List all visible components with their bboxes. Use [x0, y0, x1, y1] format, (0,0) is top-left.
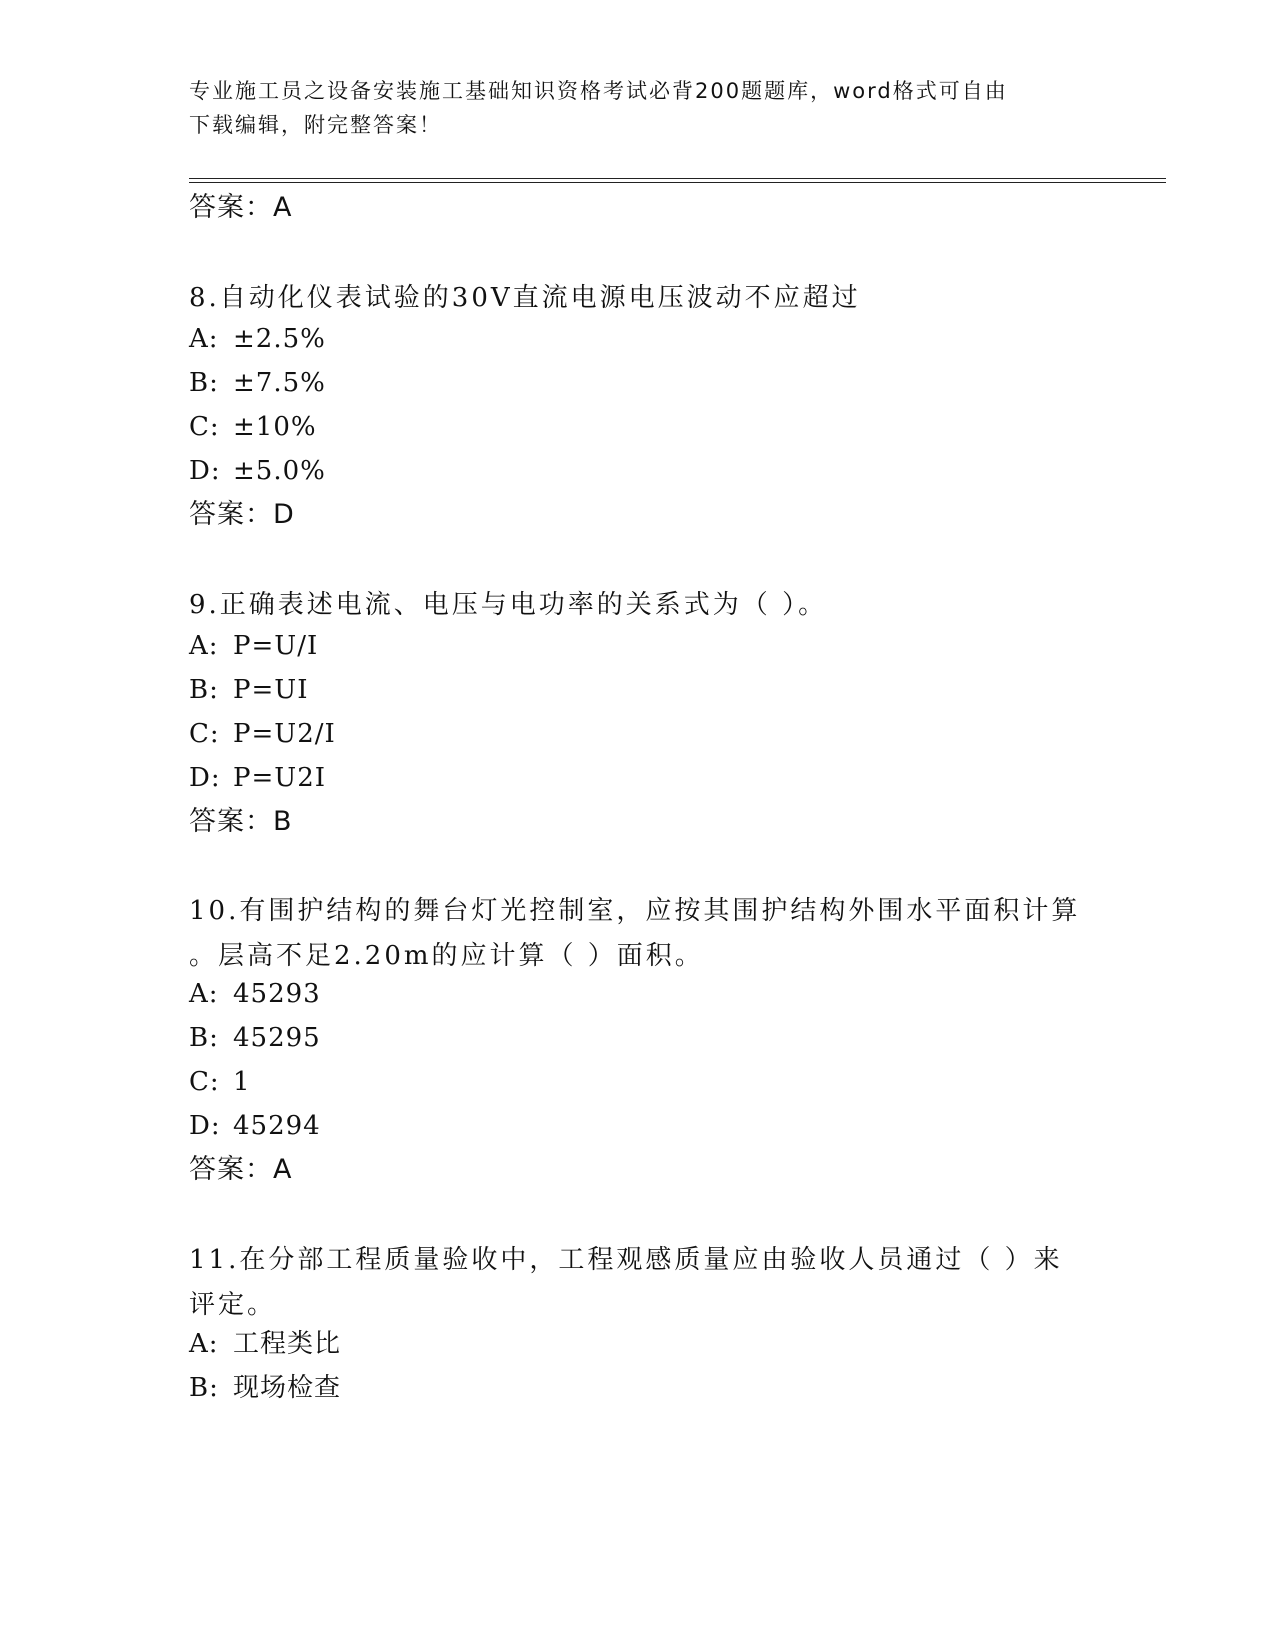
question-10-option-b — [189, 1021, 321, 1055]
option-value: 45294 — [233, 1111, 321, 1141]
document-header — [189, 74, 1089, 142]
question-9-option-c — [189, 717, 336, 751]
question-10-option-a — [189, 977, 321, 1011]
option-key: D: — [189, 456, 221, 486]
option-value: 45295 — [233, 1023, 321, 1053]
option-value: P=UI — [233, 675, 309, 705]
option-value: 45293 — [233, 979, 321, 1009]
question-9-answer: 答案：B — [189, 806, 293, 837]
question-8-option-a — [189, 322, 326, 356]
header-rule-top — [189, 178, 1166, 179]
question-10-option-d — [189, 1109, 321, 1143]
question-11-line-1: 11.在分部工程质量验收中，工程观感质量应由验收人员通过（ ）来 — [189, 1245, 1063, 1275]
question-11-line-2: 评定。 — [189, 1290, 277, 1320]
option-value: P=U2/I — [233, 719, 336, 749]
option-key: D: — [189, 763, 221, 793]
option-value: 现场检查 — [233, 1373, 342, 1403]
option-key: A: — [189, 979, 219, 1009]
question-8-option-d — [189, 454, 326, 488]
answer-previous: 答案：A — [189, 192, 293, 223]
option-key: A: — [189, 631, 219, 661]
header-rule-bottom — [189, 182, 1166, 183]
question-10-line-2: 。层高不足2.20m的应计算（ ）面积。 — [189, 941, 704, 971]
option-value: ±10% — [233, 412, 317, 442]
header-line-2: 下载编辑，附完整答案！ — [189, 113, 442, 137]
option-value: P=U2I — [233, 763, 327, 793]
option-key: A: — [189, 1329, 219, 1359]
question-10-text — [189, 889, 1089, 979]
option-value: ±7.5% — [233, 368, 326, 398]
option-key: D: — [189, 1111, 221, 1141]
question-8-option-b — [189, 366, 326, 400]
question-8-text: 8.自动化仪表试验的30V直流电源电压波动不应超过 — [189, 283, 861, 313]
question-8-option-c — [189, 410, 317, 444]
header-line-1: 专业施工员之设备安装施工基础知识资格考试必背200题题库，word格式可自由 — [189, 79, 1008, 103]
question-11-text — [189, 1238, 1089, 1328]
option-key: B: — [189, 368, 219, 398]
question-9-option-d — [189, 761, 326, 795]
option-key: C: — [189, 719, 220, 749]
question-11-option-a — [189, 1327, 341, 1361]
option-key: A: — [189, 324, 219, 354]
option-key: B: — [189, 1373, 219, 1403]
question-10-line-1: 10.有围护结构的舞台灯光控制室，应按其围护结构外围水平面积计算 — [189, 896, 1081, 926]
question-9-option-a — [189, 629, 318, 663]
option-value: 工程类比 — [233, 1329, 342, 1359]
question-10-option-c — [189, 1065, 251, 1099]
question-8-answer: 答案：D — [189, 499, 295, 530]
option-value: P=U/I — [233, 631, 319, 661]
option-value: 1 — [233, 1067, 251, 1097]
option-key: B: — [189, 1023, 219, 1053]
option-value: ±5.0% — [233, 456, 326, 486]
question-9-text: 9.正确表述电流、电压与电功率的关系式为（ ）。 — [189, 590, 828, 620]
option-key: B: — [189, 675, 219, 705]
option-key: C: — [189, 412, 220, 442]
question-11-option-b — [189, 1371, 341, 1405]
question-9-option-b — [189, 673, 308, 707]
question-10-answer: 答案：A — [189, 1154, 293, 1185]
option-key: C: — [189, 1067, 220, 1097]
option-value: ±2.5% — [233, 324, 326, 354]
